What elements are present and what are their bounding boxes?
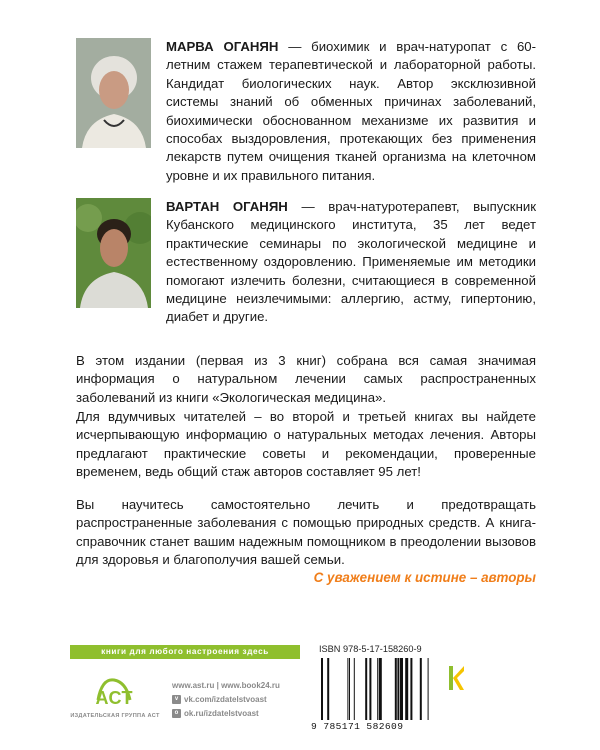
publisher-name: ИЗДАТЕЛЬСКАЯ ГРУППА АСТ — [70, 713, 160, 719]
barcode-digits: 9 785171 582609 — [311, 721, 404, 732]
svg-text:ACT: ACT — [95, 688, 133, 708]
paragraph-readers: Для вдумчивых читателей – во второй и третьей книгах вы найдете исчерпывающую информацию о натуральных методах лечения. Авторы предлагают практические советы и рекомендации, проверенные временем, ведь общий стаж авторов составляет 95 лет! — [76, 409, 536, 480]
ok-link-text: ok.ru/izdatelstvoast — [184, 709, 259, 718]
author-photo-vartan — [76, 198, 151, 308]
ok-icon: o — [172, 709, 181, 718]
ast-logo — [92, 670, 136, 710]
barcode-bar — [428, 658, 429, 720]
author-name: ВАРТАН ОГАНЯН — [166, 199, 288, 214]
author-block-vartan — [76, 198, 536, 327]
paragraph-edition: В этом издании (первая из 3 книг) собрана вся самая значимая информация о натуральном лечении самых распространенных заболеваний из книги «Экологическая медицина». — [76, 353, 536, 405]
vk-icon: v — [172, 695, 181, 704]
barcode-bar — [379, 658, 382, 720]
barcode-bar — [397, 658, 399, 720]
author-block-marva — [76, 38, 536, 185]
paragraph-benefits: Вы научитесь самостоятельно лечить и предотвращать распространенные заболевания с помощью природных средств. А книга-справочник станет вашим надежным помощником в преодолении вызовов для здоровья и благополучия вашей семьи. — [76, 497, 536, 568]
barcode-bar — [410, 658, 412, 720]
barcode-bar — [327, 658, 329, 720]
author-bio: — биохимик и врач-натуропат с 60-летним стажем терапевтической и лабораторной работы. Кандидат биологических наук. Автор эксклюзивной системы знаний об обменных причинах заболеваний, биохимически обоснованном механизме их развития и способах выздоровления, протекающих без применения лекарств путем очищения тканей организма на клеточном уровне и их правильного питания. — [166, 39, 536, 183]
website-links[interactable]: www.ast.ru | www.book24.ru — [172, 681, 280, 690]
footer-links — [172, 679, 280, 721]
vk-link[interactable] — [172, 693, 280, 707]
barcode-bar — [400, 658, 403, 720]
ok-link[interactable] — [172, 707, 280, 721]
barcode-bar — [321, 658, 323, 720]
vk-link-text: vk.com/izdatelstvoast — [184, 695, 267, 704]
barcode-bar — [420, 658, 422, 720]
barcode — [319, 658, 433, 720]
barcode-bar — [405, 658, 408, 720]
barcode-bar — [395, 658, 397, 720]
isbn-label: ISBN 978-5-17-158260-9 — [319, 644, 422, 654]
signature: С уважением к истине – авторы — [313, 570, 536, 585]
author-photo-marva — [76, 38, 151, 148]
tagline-strip: книги для любого настроения здесь — [70, 645, 300, 659]
barcode-bar — [354, 658, 355, 720]
k-logo — [447, 663, 467, 693]
barcode-bar — [365, 658, 367, 720]
barcode-bar — [347, 658, 348, 720]
author-name: МАРВА ОГАНЯН — [166, 39, 279, 54]
barcode-bar — [369, 658, 371, 720]
barcode-bar — [377, 658, 378, 720]
author-bio: — врач-натуротерапевт, выпускник Кубанского медицинского института, 35 лет ведет практические семинары по экологической медицине и естественному оздоровлению. Применяемые им методики помогают излечить болезни, считающиеся в современной медицине неизлечимыми: аллергию, астму, гипертонию, диабет и другие. — [166, 199, 536, 325]
barcode-bar — [349, 658, 350, 720]
